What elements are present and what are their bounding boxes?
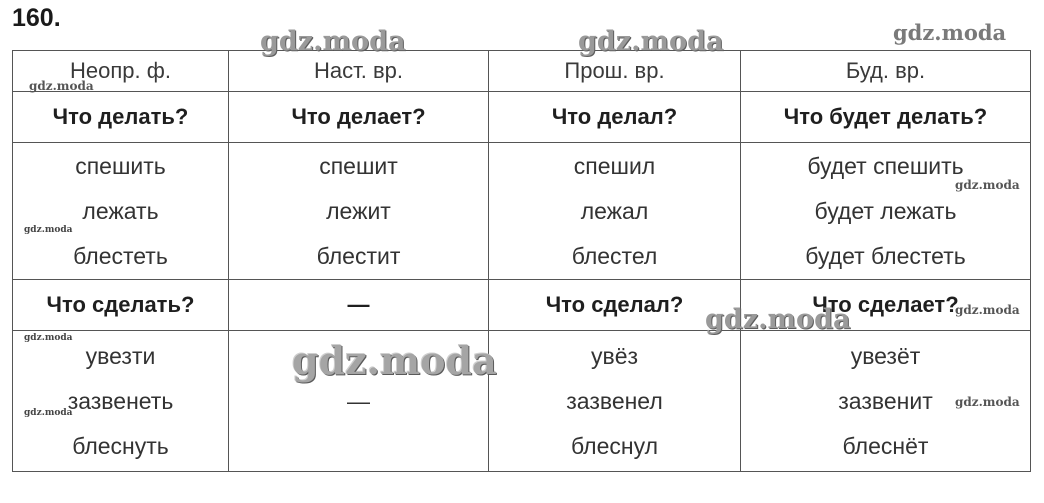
- task-number: 160.: [12, 4, 61, 32]
- forms-cell-future: [741, 143, 1031, 280]
- verb-forms-table: [12, 50, 1031, 472]
- forms-cell-past: [489, 143, 741, 280]
- verb-form: увезти: [85, 342, 156, 369]
- verb-form: блестит: [316, 242, 401, 269]
- verb-form: увёз: [590, 342, 639, 369]
- question-cell: Что делал?: [489, 92, 741, 143]
- watermark: gdz.moda: [29, 79, 94, 93]
- forms-cell-present: [229, 143, 489, 280]
- question-cell: Что делать?: [13, 92, 229, 143]
- verb-form: спешил: [573, 152, 656, 179]
- watermark: gdz.moda: [578, 26, 724, 57]
- header-future: Буд. вр.: [741, 51, 1031, 92]
- watermark: gdz.moda: [24, 408, 73, 418]
- header-infinitive: Неопр. ф.: [13, 51, 229, 92]
- verb-form: [229, 334, 488, 379]
- verb-form: блеснёт: [842, 432, 929, 459]
- verb-form: спешить: [75, 152, 166, 179]
- forms-cell-future: [741, 331, 1031, 472]
- watermark: gdz.moda: [893, 20, 1007, 45]
- verb-form: зазвенит: [838, 387, 933, 414]
- verb-form: будет блестеть: [805, 242, 966, 269]
- verb-form: лежать: [82, 197, 159, 224]
- verb-form: увезёт: [850, 342, 921, 369]
- verb-form: —: [347, 387, 370, 414]
- watermark: gdz.moda: [955, 395, 1020, 409]
- verb-form: блестел: [571, 242, 658, 269]
- question-cell: Что сделать?: [13, 280, 229, 331]
- verb-form: блеснуть: [72, 432, 169, 459]
- watermark: gdz.moda: [955, 178, 1020, 192]
- watermark: gdz.moda: [705, 304, 851, 335]
- watermark: gdz.moda: [24, 333, 73, 343]
- verb-form: будет лежать: [814, 197, 957, 224]
- question-cell: —: [229, 280, 489, 331]
- header-past: Прош. вр.: [489, 51, 741, 92]
- forms-cell-past: [489, 331, 741, 472]
- question-cell: Что делает?: [229, 92, 489, 143]
- question-cell: Что сделал?: [489, 280, 741, 331]
- forms-cell-infinitive: [13, 331, 229, 472]
- watermark: gdz.moda: [292, 338, 497, 383]
- imperfective-forms-row: [13, 143, 1031, 280]
- verb-form: зазвенеть: [67, 387, 174, 414]
- verb-form: зазвенел: [566, 387, 663, 414]
- verb-form: будет спешить: [807, 152, 964, 179]
- watermark: gdz.moda: [955, 303, 1020, 317]
- verb-form: блеснул: [571, 432, 658, 459]
- question-cell: Что сделает?: [741, 280, 1031, 331]
- table-header-row: [13, 51, 1031, 92]
- verb-form: лежит: [326, 197, 391, 224]
- verb-form: блестеть: [73, 242, 168, 269]
- watermark: gdz.moda: [24, 225, 73, 235]
- forms-cell-present: [229, 331, 489, 472]
- watermark: gdz.moda: [260, 26, 406, 57]
- verb-form: спешит: [319, 152, 398, 179]
- forms-cell-infinitive: [13, 143, 229, 280]
- question-cell: Что будет делать?: [741, 92, 1031, 143]
- imperfective-question-row: [13, 92, 1031, 143]
- header-present: Наст. вр.: [229, 51, 489, 92]
- verb-form: [229, 424, 488, 469]
- perfective-forms-row: [13, 331, 1031, 472]
- verb-form: лежал: [580, 197, 649, 224]
- perfective-question-row: [13, 280, 1031, 331]
